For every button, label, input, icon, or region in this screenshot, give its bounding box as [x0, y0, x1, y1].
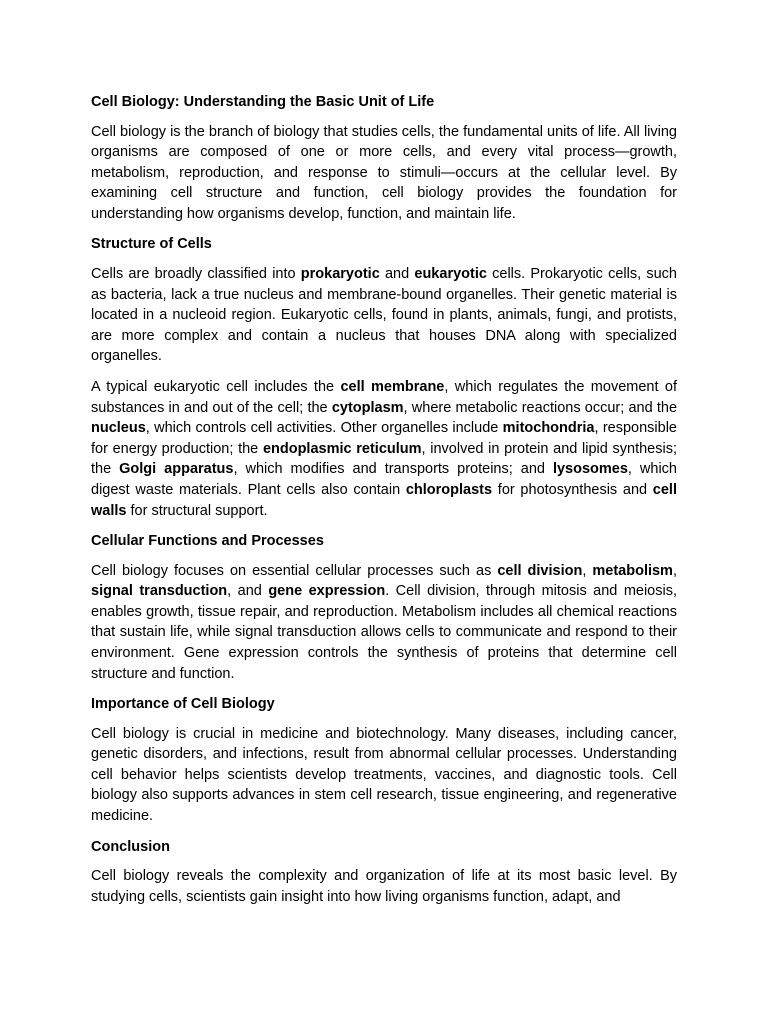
section-heading: Importance of Cell Biology [91, 696, 275, 713]
bold-term: Golgi apparatus [119, 461, 234, 478]
document-title: Cell Biology: Understanding the Basic Unit of Life [91, 94, 435, 110]
text-run: , which modifies and transports proteins; and [233, 461, 553, 478]
bold-term: lysosomes [552, 461, 628, 478]
text-run: Cell biology reveals the complexity and organization of life at its most basic level. By studying cells, scientists gain insight into how living organisms function, adapt, and [91, 868, 677, 905]
bold-term: prokaryotic [300, 265, 380, 282]
text-run: Cell biology is the branch of biology that studies cells, the fundamental units of life. All living organisms are composed of one or more cells, and every vital process—growth, metabolism, reproduction, and response to stimuli—occurs at the cellular level. By examining cell structure and function, cell biology provides the foundation for understanding how organisms develop, function, and maintain life. [91, 123, 677, 222]
text-run: , [672, 562, 677, 579]
bold-term: metabolism [592, 562, 673, 579]
bold-term: cell division [497, 562, 583, 579]
bold-term: gene expression [268, 583, 386, 600]
paragraph [91, 264, 677, 367]
paragraph [91, 561, 677, 685]
text-run: , where metabolic reactions occur; and the [403, 399, 678, 416]
section-heading: Structure of Cells [91, 236, 212, 253]
text-run: for photosynthesis and [492, 481, 653, 498]
text-run: , which regulates the movement of substances in and out of the cell; the [91, 378, 677, 416]
section-heading: Conclusion [91, 838, 170, 855]
text-run: , [582, 562, 593, 579]
text-run: Cell biology is crucial in medicine and biotechnology. Many diseases, including cancer, genetic disorders, and infections, result from abnormal cellular processes. Understanding cell behavior helps scientists develop treatments, vaccines, and diagnostic tools. Cell biology also supports advances in stem cell research, tissue engineering, and regenerative medicine. [91, 725, 677, 825]
paragraph [91, 724, 677, 827]
bold-term: mitochondria [502, 420, 595, 437]
text-run: Cells are broadly classified into [91, 265, 301, 282]
text-run: , which digest waste materials. Plant cells also contain [91, 461, 677, 498]
bold-term: eukaryotic [414, 265, 487, 282]
paragraph [91, 377, 677, 521]
bold-term: cell membrane [340, 378, 445, 395]
section-heading: Cellular Functions and Processes [91, 533, 324, 550]
text-run: , which controls cell activities. Other organelles include [145, 420, 503, 437]
text-run: A typical eukaryotic cell includes the [91, 378, 341, 395]
text-run: , and [227, 583, 269, 600]
bold-term: signal transduction [91, 583, 228, 600]
text-run: for structural support. [126, 502, 268, 519]
paragraph [91, 122, 677, 225]
text-run: Cell biology focuses on essential cellular processes such as [91, 562, 498, 579]
text-run: , responsible for energy production; the [91, 420, 677, 457]
bold-term: endoplasmic reticulum [262, 440, 422, 457]
text-run: cells. Prokaryotic cells, such as bacteria, lack a true nucleus and membrane-bound organelles. Their genetic material is located in a nucleoid region. Eukaryotic cells, found in plants, animals, fungi, and protists, are more complex and contain a nucleus that houses DNA along with specialized organelles. [91, 265, 677, 365]
bold-term: cell walls [91, 481, 677, 519]
bold-term: nucleus [91, 420, 146, 437]
bold-term: cytoplasm [331, 399, 404, 416]
text-run: and [379, 265, 415, 282]
text-run: , involved in protein and lipid synthesis; the [91, 440, 677, 478]
text-run: . Cell division, through mitosis and meiosis, enables growth, tissue repair, and reproduction. Metabolism includes all chemical reactions that sustain life, while signal transduction allows cells to communicate and respond to their environment. Gene expression controls the synthesis of proteins that determine cell structure and function. [91, 583, 677, 682]
document-body [91, 122, 677, 908]
bold-term: chloroplasts [405, 481, 493, 498]
paragraph [91, 866, 677, 907]
